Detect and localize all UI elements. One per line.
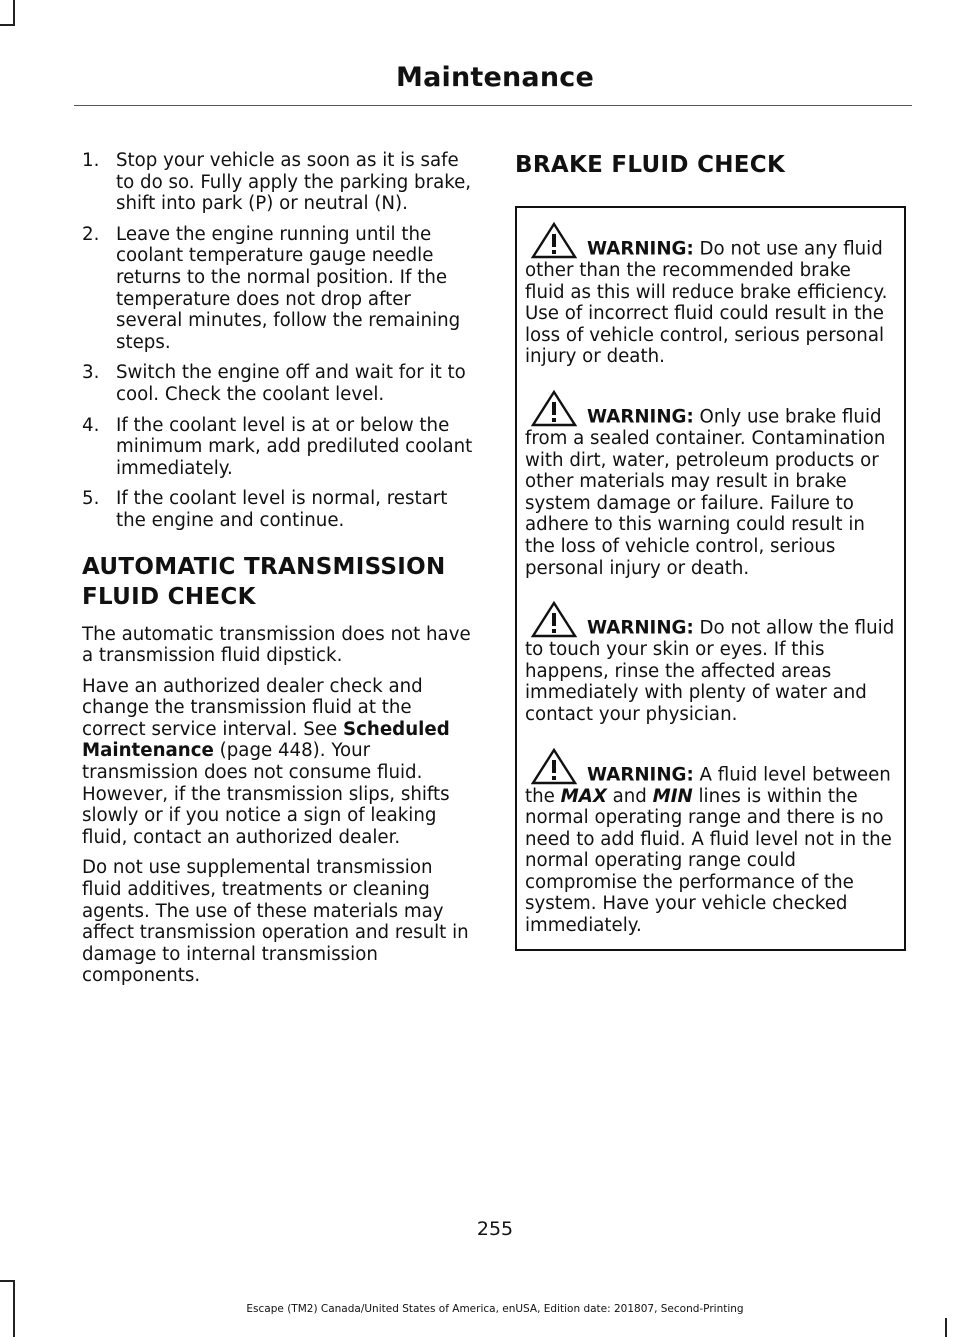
- paragraph: Do not use supplemental transmission fluid additives, treatments or cleaning agents. The use of these materials may affect transmission operation and result in damage to internal transmission components.: [82, 857, 469, 987]
- warning-text: lines is within the normal operating range and there is no need to add fluid. A fluid level not in the normal operating range could compromise the performance of the system. Have your vehicle checked immediately.: [525, 785, 892, 937]
- page-number: 255: [476, 1218, 514, 1240]
- procedure-steps: [82, 150, 474, 532]
- warning-triangle-icon: [531, 222, 577, 260]
- step-text: Stop your vehicle as soon as it is safe to do so. Fully apply the parking brake, shift into park (P) or neutral (N).: [116, 150, 472, 215]
- warning-text: A fluid level between the: [525, 763, 891, 807]
- warning-item: [525, 222, 896, 368]
- min-label: MIN: [652, 785, 693, 807]
- heading-line: AUTOMATIC TRANSMISSION: [82, 553, 446, 580]
- warning-item: [525, 748, 896, 937]
- page-title: Maintenance: [396, 62, 594, 93]
- crop-mark-top-left-vertical: [13, 0, 15, 26]
- footer-edition-info: Escape (TM2) Canada/United States of America, enUSA, Edition date: 201807, Second-Printing: [246, 1303, 744, 1315]
- warning-text: Do not use any fluid other than the recommended brake fluid as this will reduce brake efficiency. Use of incorrect fluid could result in the loss of vehicle control, serious personal injury or death.: [525, 238, 888, 368]
- warning-text: Do not allow the fluid to touch your skin or eyes. If this happens, rinse the affected areas immediately with plenty of water and contact your physician.: [525, 617, 895, 725]
- warning-text: and: [606, 785, 653, 807]
- warning-item: [525, 390, 896, 579]
- list-item: [82, 415, 474, 480]
- step-number: 5.: [82, 488, 100, 510]
- paragraph-text: (page 448). Your transmission does not consume fluid. However, if the transmission slips, shifts slowly or if you notice a sign of leaking fluid, contact an authorized dealer.: [82, 740, 450, 848]
- crop-mark-bottom-left-horizontal: [0, 1280, 15, 1282]
- warning-label: WARNING:: [587, 617, 694, 639]
- warning-label: WARNING:: [587, 238, 694, 260]
- crop-mark-top-left-horizontal: [0, 24, 15, 26]
- paragraph: The automatic transmission does not have a transmission fluid dipstick.: [82, 623, 471, 667]
- warning-box: [515, 206, 906, 951]
- step-text: If the coolant level is at or below the minimum mark, add prediluted coolant immediately.: [116, 414, 473, 479]
- paragraph-text: Have an authorized dealer check and change the transmission fluid at the correct service interval. See: [82, 675, 423, 740]
- step-text: Leave the engine running until the coolant temperature gauge needle returns to the normal position. If the temperature does not drop after several minutes, follow the remaining steps.: [116, 223, 461, 353]
- warning-label: WARNING:: [587, 763, 694, 785]
- warning-triangle-icon: [531, 390, 577, 428]
- step-number: 4.: [82, 414, 100, 436]
- warning-label: WARNING:: [587, 406, 694, 428]
- scheduled-maintenance-link[interactable]: Scheduled Maintenance: [82, 718, 450, 762]
- left-column: [82, 150, 474, 996]
- step-number: 2.: [82, 223, 100, 245]
- warning-text: Only use brake fluid from a sealed container. Contamination with dirt, water, petroleum products or other materials may result in brake system damage or failure. Failure to adhere to this warning could result in the loss of vehicle control, serious personal injury or death.: [525, 406, 886, 579]
- heading-line: FLUID CHECK: [82, 583, 256, 610]
- step-number: 3.: [82, 362, 100, 384]
- right-column: [515, 150, 906, 951]
- step-text: Switch the engine off and wait for it to cool. Check the coolant level.: [116, 362, 466, 405]
- step-number: 1.: [82, 150, 100, 171]
- step-text: If the coolant level is normal, restart the engine and continue.: [116, 488, 448, 531]
- list-item: [82, 362, 474, 405]
- paragraph: [82, 676, 474, 849]
- brake-fluid-heading: BRAKE FLUID CHECK: [515, 152, 786, 178]
- list-item: [82, 224, 474, 354]
- warning-triangle-icon: [531, 601, 577, 639]
- list-item: [82, 488, 474, 531]
- crop-mark-bottom-right-vertical: [945, 1318, 947, 1337]
- header-divider: [74, 105, 912, 106]
- warning-triangle-icon: [531, 748, 577, 786]
- list-item: [82, 150, 474, 215]
- max-label: MAX: [560, 785, 607, 807]
- warning-item: [525, 601, 896, 725]
- transmission-section-heading: [82, 552, 474, 612]
